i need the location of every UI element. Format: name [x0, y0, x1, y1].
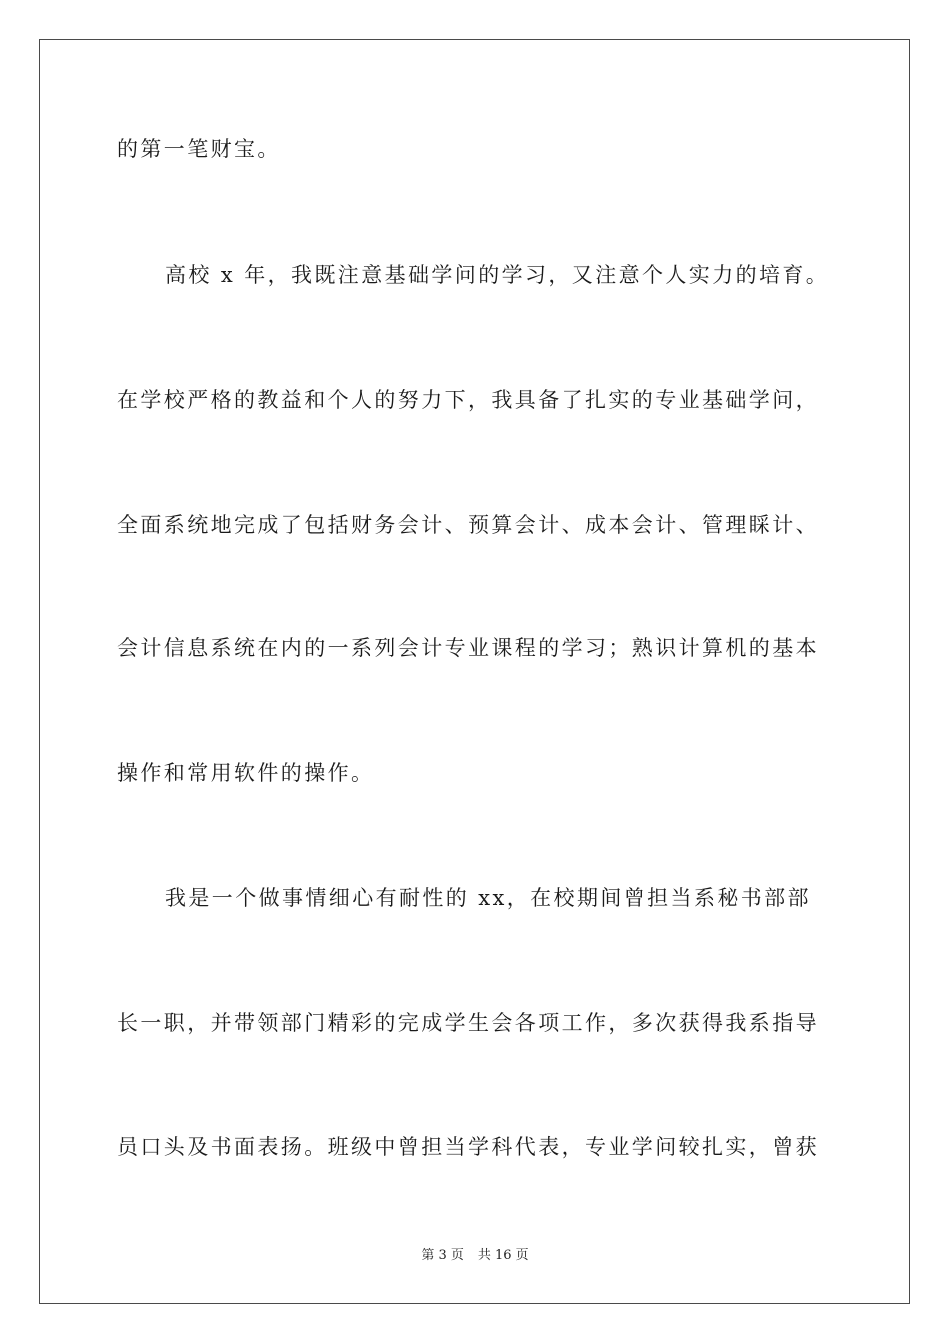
text-line: 的第一笔财宝。	[117, 137, 281, 161]
page-frame	[39, 39, 910, 1304]
page-total: 共 16 页	[477, 1248, 529, 1263]
text-line: 会计信息系统在内的一系列会计专业课程的学习；熟识计算机的基本	[117, 636, 819, 660]
paragraph-first-line: 高校 x 年，我既注意基础学问的学习，又注意个人实力的培育。	[165, 263, 830, 287]
text-line: 员口头及书面表扬。班级中曾担当学科代表，专业学问较扎实，曾获	[117, 1135, 819, 1159]
text-line: 操作和常用软件的操作。	[117, 761, 375, 785]
text-line: 在学校严格的教益和个人的努力下，我具备了扎实的专业基础学问，	[117, 388, 819, 412]
text-line: 全面系统地完成了包括财务会计、预算会计、成本会计、管理睬计、	[117, 513, 819, 537]
paragraph-first-line: 我是一个做事情细心有耐性的 xx，在校期间曾担当系秘书部部	[165, 886, 811, 910]
page-number: 第 3 页	[421, 1248, 464, 1263]
text-line: 长一职，并带领部门精彩的完成学生会各项工作，多次获得我系指导	[117, 1011, 819, 1035]
page-footer	[0, 1247, 950, 1265]
